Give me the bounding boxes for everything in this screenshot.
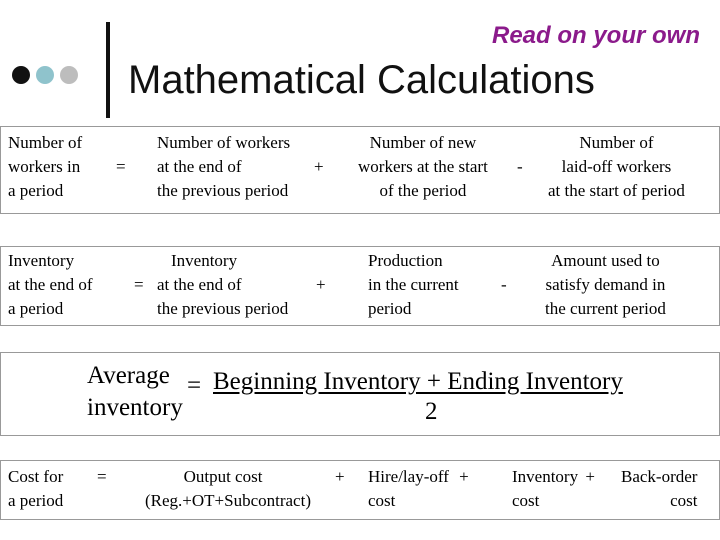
- cost-plus-2: +: [459, 467, 469, 486]
- inventory-equation-box: [0, 246, 720, 326]
- bullet-dots: [12, 66, 78, 84]
- cost-lhs: Cost for a period: [8, 467, 64, 510]
- cost-plus-3: +: [585, 467, 595, 486]
- average-lhs-line2: inventory: [87, 394, 183, 421]
- inventory-term-1: Inventory at the end of the previous period: [157, 251, 289, 318]
- title-divider: [106, 22, 110, 118]
- average-denominator: 2: [425, 398, 438, 425]
- dot-teal: [36, 66, 54, 84]
- workers-equation-box: [0, 126, 720, 214]
- workers-lhs: Number of workers in a period: [8, 133, 83, 200]
- inventory-lhs: Inventory at the end of a period: [8, 251, 93, 318]
- workers-term-1: Number of workers at the end of the previous period: [157, 133, 291, 200]
- workers-minus: -: [517, 157, 523, 176]
- page-title: Mathematical Calculations: [128, 58, 595, 102]
- average-lhs-line1: Average: [87, 362, 170, 389]
- inventory-minus: -: [501, 275, 507, 294]
- inventory-equals: =: [134, 275, 144, 294]
- cost-term-hire-layoff: Hire/lay-off + cost: [368, 467, 469, 510]
- inventory-term-2: Production in the current period: [368, 251, 459, 318]
- cost-plus-1: +: [335, 467, 345, 486]
- cost-term-output: Output cost (Reg.+OT+Subcontract): [145, 467, 311, 510]
- workers-term-3: Number of laid-off workers at the start of period: [548, 133, 685, 200]
- workers-term-2: Number of new workers at the start of the period: [358, 133, 488, 200]
- dot-gray: [60, 66, 78, 84]
- cost-term-backorder: Back-order cost: [621, 467, 698, 510]
- average-equals: =: [187, 372, 202, 399]
- workers-equals: =: [116, 157, 126, 176]
- inventory-term-3: Amount used to satisfy demand in the current period: [545, 251, 666, 318]
- cost-term-inventory: Inventory + cost: [512, 467, 595, 510]
- cost-equals: =: [97, 467, 107, 486]
- cost-equation-box: [0, 460, 720, 520]
- average-inventory-box: [0, 352, 720, 436]
- read-on-your-own-note: Read on your own: [491, 22, 700, 49]
- average-numerator: Beginning Inventory + Ending Inventory: [213, 368, 623, 395]
- workers-plus: +: [314, 157, 324, 176]
- inventory-plus: +: [316, 275, 326, 294]
- dot-dark: [12, 66, 30, 84]
